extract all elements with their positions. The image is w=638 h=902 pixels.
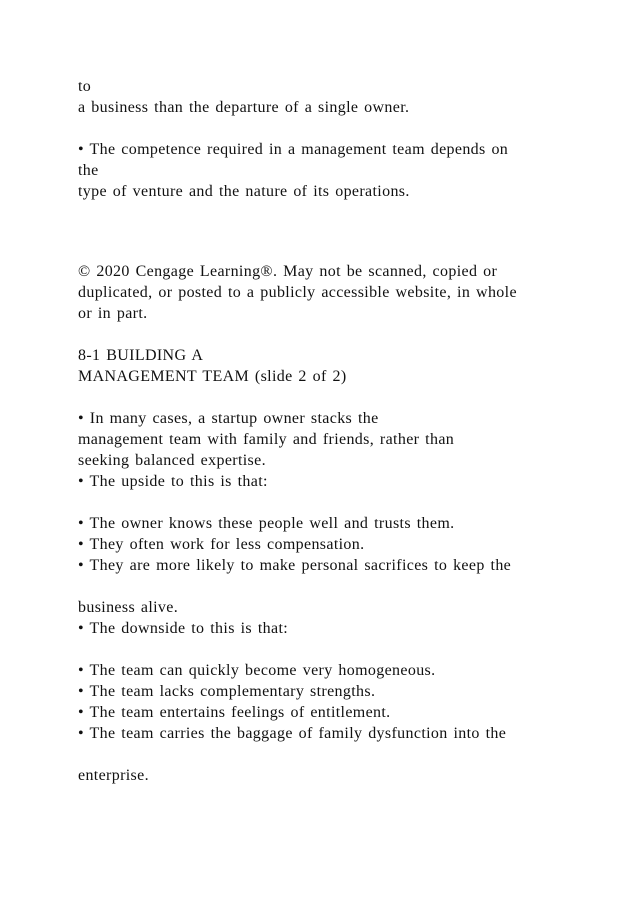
bullet-line: • The team carries the baggage of family dysfunction into the xyxy=(78,725,507,742)
text-line: the xyxy=(78,162,99,179)
copyright-line: © 2020 Cengage Learning®. May not be scanned, copied or xyxy=(78,263,498,280)
text-line: • The upside to this is that: xyxy=(78,473,268,490)
section-heading: 8-1 BUILDING A xyxy=(78,347,204,364)
text-line: • The competence required in a management team depends on xyxy=(78,141,509,158)
bullet-line: • They are more likely to make personal sacrifices to keep the xyxy=(78,557,512,574)
text-line: • The downside to this is that: xyxy=(78,620,289,637)
text-line: management team with family and friends, rather than xyxy=(78,431,455,448)
text-line: to xyxy=(78,78,92,95)
bullet-line: • The owner knows these people well and trusts them. xyxy=(78,515,455,532)
bullet-line: • The team entertains feelings of entitlement. xyxy=(78,704,391,721)
text-line: business alive. xyxy=(78,599,179,616)
text-line: • In many cases, a startup owner stacks the xyxy=(78,410,379,427)
bullet-line: • They often work for less compensation. xyxy=(78,536,365,553)
text-line: enterprise. xyxy=(78,767,149,784)
copyright-line: duplicated, or posted to a publicly accessible website, in whole xyxy=(78,284,517,301)
section-heading: MANAGEMENT TEAM (slide 2 of 2) xyxy=(78,368,347,385)
bullet-line: • The team can quickly become very homogeneous. xyxy=(78,662,436,679)
bullet-line: • The team lacks complementary strengths. xyxy=(78,683,376,700)
text-line: seeking balanced expertise. xyxy=(78,452,266,469)
text-line: type of venture and the nature of its operations. xyxy=(78,183,410,200)
text-line: a business than the departure of a single owner. xyxy=(78,99,410,116)
copyright-line: or in part. xyxy=(78,305,148,322)
